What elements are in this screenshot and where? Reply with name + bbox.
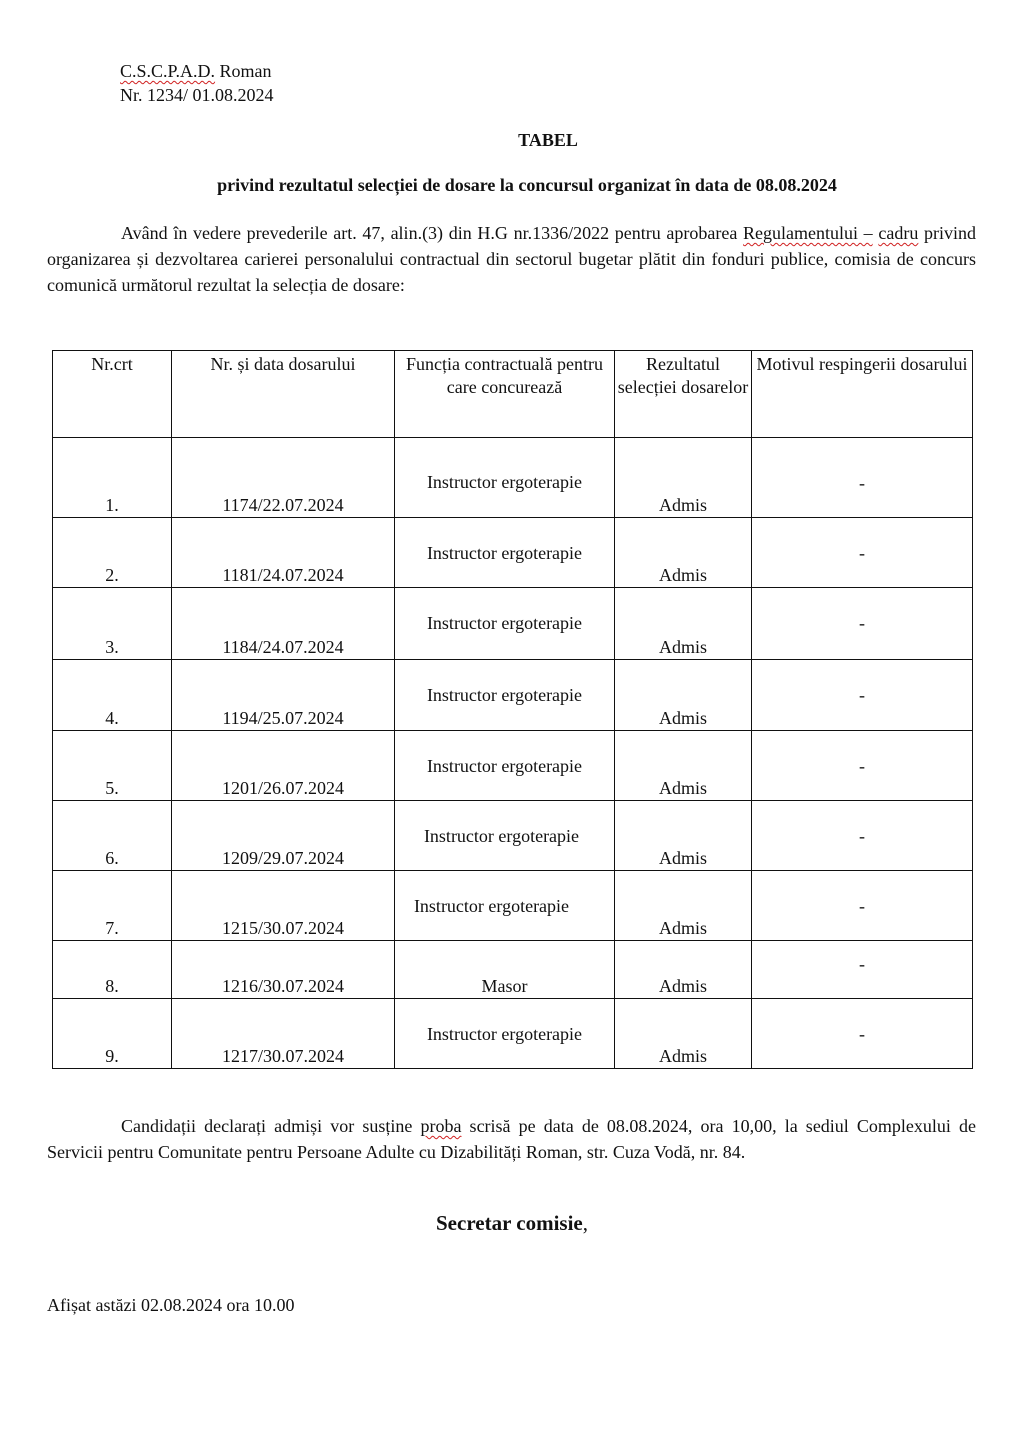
row-functia: Instructor ergoterapie bbox=[426, 472, 583, 492]
cell-motiv bbox=[752, 660, 973, 731]
row-functia: Instructor ergoterapie bbox=[426, 756, 583, 776]
header-dosar: Nr. și data dosarului bbox=[172, 351, 395, 438]
row-nr: 3. bbox=[105, 637, 119, 657]
row-dosar: 1174/22.07.2024 bbox=[222, 495, 344, 515]
cell-nr bbox=[53, 660, 172, 731]
header-motiv: Motivul respingerii dosarului bbox=[752, 351, 973, 438]
posted-date: Afișat astăzi 02.08.2024 ora 10.00 bbox=[47, 1295, 295, 1315]
table-row bbox=[53, 941, 973, 999]
cell-functia bbox=[395, 871, 615, 941]
cell-dosar bbox=[172, 801, 395, 871]
row-functia: Instructor ergoterapie bbox=[413, 896, 570, 916]
cell-motiv bbox=[752, 801, 973, 871]
intro-word-1: Regulamentului – bbox=[743, 223, 873, 243]
row-rezultat: Admis bbox=[658, 778, 707, 798]
footer-part-2: scrisă pe data de 08.08.2024, ora 10,00, la sediul Complexului de Servicii pentru Comunitate pentru Persoane Adulte cu Dizabilități Roman, str. Cuza Vodă, nr. 84. bbox=[47, 1116, 977, 1162]
cell-nr bbox=[53, 999, 172, 1069]
signature-label: Secretar comisie bbox=[436, 1211, 583, 1235]
row-motiv: - bbox=[859, 896, 865, 916]
cell-motiv bbox=[752, 731, 973, 801]
table-row bbox=[53, 588, 973, 660]
cell-motiv bbox=[752, 518, 973, 588]
registration-number: Nr. 1234/ 01.08.2024 bbox=[120, 85, 274, 105]
institution-abbr: C.S.C.P.A.D. bbox=[120, 61, 216, 81]
row-rezultat: Admis bbox=[658, 848, 707, 868]
table-row bbox=[53, 438, 973, 518]
cell-dosar bbox=[172, 941, 395, 999]
table-header-row bbox=[53, 351, 973, 438]
row-nr: 9. bbox=[105, 1046, 119, 1066]
intro-word-2: cadru bbox=[878, 223, 919, 243]
cell-functia bbox=[395, 518, 615, 588]
cell-nr bbox=[53, 518, 172, 588]
row-dosar: 1194/25.07.2024 bbox=[222, 708, 344, 728]
row-motiv: - bbox=[859, 685, 865, 705]
intro-paragraph bbox=[47, 220, 976, 298]
row-rezultat: Admis bbox=[658, 1046, 707, 1066]
row-nr: 6. bbox=[105, 848, 119, 868]
table-row bbox=[53, 518, 973, 588]
cell-functia bbox=[395, 438, 615, 518]
cell-nr bbox=[53, 801, 172, 871]
cell-functia bbox=[395, 731, 615, 801]
cell-rezultat bbox=[615, 518, 752, 588]
results-table bbox=[52, 350, 973, 1069]
row-motiv: - bbox=[859, 826, 865, 846]
row-functia: Masor bbox=[481, 976, 528, 996]
cell-rezultat bbox=[615, 999, 752, 1069]
cell-motiv bbox=[752, 438, 973, 518]
cell-functia bbox=[395, 588, 615, 660]
cell-dosar bbox=[172, 588, 395, 660]
row-motiv: - bbox=[859, 954, 865, 974]
document-subtitle: privind rezultatul selecției de dosare la concursul organizat în data de 08.08.2024 bbox=[217, 175, 837, 195]
header-functia: Funcția contractuală pentru care concurează bbox=[395, 351, 615, 438]
row-nr: 1. bbox=[105, 495, 119, 515]
row-functia: Instructor ergoterapie bbox=[426, 613, 583, 633]
table-row bbox=[53, 731, 973, 801]
cell-motiv bbox=[752, 588, 973, 660]
row-motiv: - bbox=[859, 1024, 865, 1044]
footer-part-1: Candidații declarați admiși vor susține bbox=[121, 1116, 421, 1136]
cell-rezultat bbox=[615, 438, 752, 518]
signature-punct: , bbox=[582, 1211, 588, 1235]
cell-rezultat bbox=[615, 871, 752, 941]
cell-motiv bbox=[752, 999, 973, 1069]
institution-name bbox=[120, 60, 272, 82]
row-rezultat: Admis bbox=[658, 495, 707, 515]
row-rezultat: Admis bbox=[658, 976, 707, 996]
cell-dosar bbox=[172, 660, 395, 731]
cell-functia bbox=[395, 999, 615, 1069]
row-nr: 4. bbox=[105, 708, 119, 728]
row-nr: 7. bbox=[105, 918, 119, 938]
cell-dosar bbox=[172, 999, 395, 1069]
row-dosar: 1216/30.07.2024 bbox=[221, 976, 344, 996]
cell-functia bbox=[395, 660, 615, 731]
row-dosar: 1209/29.07.2024 bbox=[221, 848, 344, 868]
row-nr: 8. bbox=[105, 976, 119, 996]
cell-rezultat bbox=[615, 660, 752, 731]
intro-part-2: privind organizarea și dezvoltarea carierei personalului contractual din sectorul bugetar plătit din fonduri publice, comisia de concurs comunică următorul rezultat la selecția de dosare: bbox=[47, 223, 976, 295]
cell-functia bbox=[395, 941, 615, 999]
table-row bbox=[53, 801, 973, 871]
row-functia: Instructor ergoterapie bbox=[426, 685, 583, 705]
document-title: TABEL bbox=[518, 130, 578, 150]
row-dosar: 1181/24.07.2024 bbox=[222, 565, 344, 585]
footer-paragraph bbox=[47, 1113, 976, 1165]
row-dosar: 1217/30.07.2024 bbox=[221, 1046, 344, 1066]
row-motiv: - bbox=[859, 543, 865, 563]
institution-city: Roman bbox=[215, 61, 272, 81]
row-nr: 2. bbox=[105, 565, 119, 585]
row-functia: Instructor ergoterapie bbox=[423, 826, 580, 846]
cell-motiv bbox=[752, 941, 973, 999]
cell-functia bbox=[395, 801, 615, 871]
cell-rezultat bbox=[615, 588, 752, 660]
cell-rezultat bbox=[615, 941, 752, 999]
table-row bbox=[53, 999, 973, 1069]
cell-rezultat bbox=[615, 801, 752, 871]
table-row bbox=[53, 871, 973, 941]
row-functia: Instructor ergoterapie bbox=[426, 1024, 583, 1044]
row-rezultat: Admis bbox=[658, 637, 707, 657]
row-rezultat: Admis bbox=[658, 918, 707, 938]
footer-word: proba bbox=[420, 1116, 462, 1136]
row-nr: 5. bbox=[105, 778, 119, 798]
header-nr: Nr.crt bbox=[53, 351, 172, 438]
intro-part-1: Având în vedere prevederile art. 47, alin.(3) din H.G nr.1336/2022 pentru aprobarea bbox=[121, 223, 744, 243]
row-dosar: 1201/26.07.2024 bbox=[221, 778, 344, 798]
row-motiv: - bbox=[859, 756, 865, 776]
row-functia: Instructor ergoterapie bbox=[426, 543, 583, 563]
table-row bbox=[53, 660, 973, 731]
header-rezultat: Rezultatul selecției dosarelor bbox=[615, 351, 752, 438]
row-dosar: 1215/30.07.2024 bbox=[221, 918, 344, 938]
signature-block bbox=[0, 1211, 1024, 1236]
cell-dosar bbox=[172, 518, 395, 588]
row-rezultat: Admis bbox=[658, 708, 707, 728]
cell-nr bbox=[53, 871, 172, 941]
row-dosar: 1184/24.07.2024 bbox=[222, 637, 344, 657]
cell-nr bbox=[53, 438, 172, 518]
row-motiv: - bbox=[859, 473, 865, 493]
cell-dosar bbox=[172, 731, 395, 801]
cell-rezultat bbox=[615, 731, 752, 801]
cell-dosar bbox=[172, 871, 395, 941]
cell-dosar bbox=[172, 438, 395, 518]
row-motiv: - bbox=[859, 613, 865, 633]
cell-nr bbox=[53, 588, 172, 660]
cell-motiv bbox=[752, 871, 973, 941]
cell-nr bbox=[53, 731, 172, 801]
cell-nr bbox=[53, 941, 172, 999]
row-rezultat: Admis bbox=[658, 565, 707, 585]
